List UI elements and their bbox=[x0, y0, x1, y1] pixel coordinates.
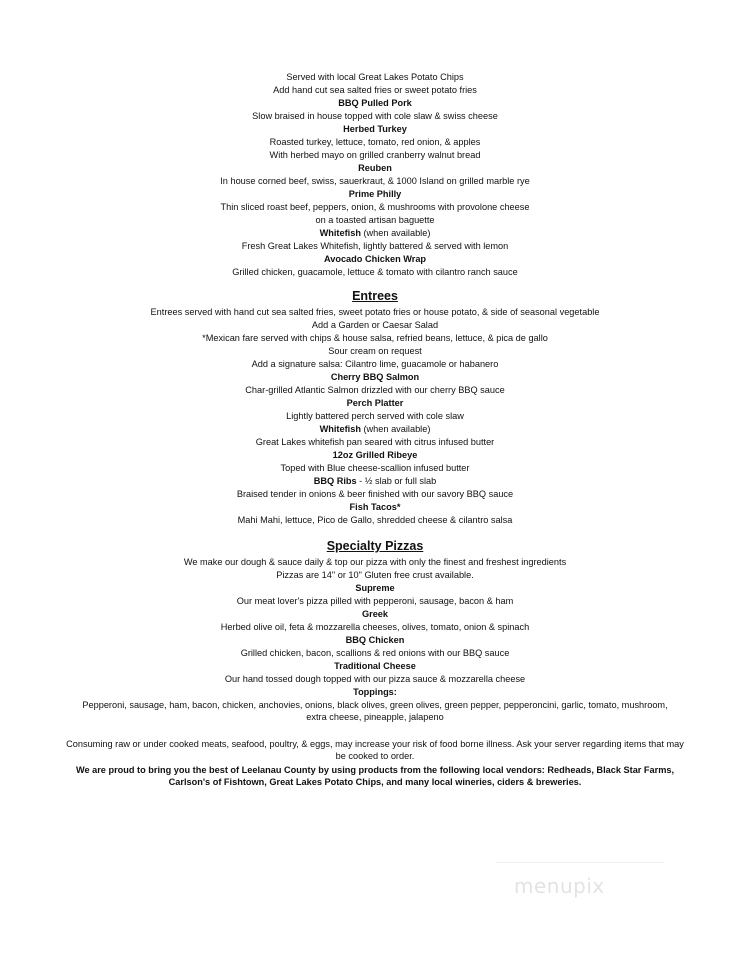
item-desc: Braised tender in onions & beer finished with our savory BBQ sauce bbox=[236, 489, 514, 499]
item-desc: Our hand tossed dough topped with our pizza sauce & mozzarella cheese bbox=[224, 674, 526, 684]
item-desc: Grilled chicken, guacamole, lettuce & tomato with cilantro ranch sauce bbox=[232, 267, 518, 277]
item-desc: With herbed mayo on grilled cranberry walnut bread bbox=[269, 150, 481, 160]
menupix-watermark: menupix bbox=[514, 874, 605, 898]
item-desc: on a toasted artisan baguette bbox=[315, 215, 435, 225]
item-desc: Our meat lover's pizza pilled with pepperoni, sausage, bacon & ham bbox=[236, 596, 514, 606]
item-name: Whitefish bbox=[319, 228, 361, 238]
item-note: (when available) bbox=[360, 424, 431, 434]
item-bbq-pulled-pork: BBQ Pulled Pork bbox=[338, 98, 412, 108]
toppings-list: Pepperoni, sausage, ham, bacon, chicken, anchovies, onions, black olives, green olives, green pepper, pepperoncini, garlic, tomato, mushroom, extra cheese, pineapple, jalapeno bbox=[82, 700, 668, 722]
local-vendors-note: We are proud to bring you the best of Leelanau County by using products from the following local vendors: Redheads, Black Star Farms, Carlson's of Fishtown, Great Lakes Potato Chips, and many local wineries, ciders & breweries. bbox=[75, 765, 675, 787]
item-bbq-chicken: BBQ Chicken bbox=[345, 635, 405, 645]
item-cherry-bbq-salmon: Cherry BBQ Salmon bbox=[330, 372, 420, 382]
entrees-intro-1: Entrees served with hand cut sea salted fries, sweet potato fries or house potato, & side of seasonal vegetable bbox=[150, 307, 600, 317]
watermark-divider bbox=[496, 862, 664, 863]
item-grilled-ribeye: 12oz Grilled Ribeye bbox=[332, 450, 418, 460]
section-title-entrees: Entrees bbox=[352, 289, 398, 303]
entrees-intro-2: Add a Garden or Caesar Salad bbox=[311, 320, 439, 330]
item-prime-philly: Prime Philly bbox=[348, 189, 402, 199]
item-name: Whitefish bbox=[319, 424, 361, 434]
item-supreme: Supreme bbox=[355, 583, 395, 593]
item-greek: Greek bbox=[361, 609, 389, 619]
item-desc: Slow braised in house topped with cole slaw & swiss cheese bbox=[252, 111, 498, 121]
item-desc: Mahi Mahi, lettuce, Pico de Gallo, shredded cheese & cilantro salsa bbox=[237, 515, 513, 525]
pizzas-intro-2: Pizzas are 14" or 10" Gluten free crust available. bbox=[276, 570, 474, 580]
entrees-intro-3: *Mexican fare served with chips & house salsa, refried beans, lettuce, & pica de gallo bbox=[202, 333, 548, 343]
item-note: - ½ slab or full slab bbox=[356, 476, 437, 486]
section-title-pizzas: Specialty Pizzas bbox=[326, 539, 424, 553]
entrees-intro-4: Sour cream on request bbox=[328, 346, 422, 356]
item-desc: Thin sliced roast beef, peppers, onion, & mushrooms with provolone cheese bbox=[220, 202, 530, 212]
item-desc: Toped with Blue cheese-scallion infused butter bbox=[280, 463, 470, 473]
item-whitefish-sandwich bbox=[40, 227, 710, 239]
item-whitefish-entree bbox=[40, 423, 710, 435]
item-desc: In house corned beef, swiss, sauerkraut, & 1000 Island on grilled marble rye bbox=[220, 176, 530, 186]
item-herbed-turkey: Herbed Turkey bbox=[343, 124, 407, 134]
item-desc: Char-grilled Atlantic Salmon drizzled with our cherry BBQ sauce bbox=[245, 385, 505, 395]
item-reuben: Reuben bbox=[358, 163, 392, 173]
item-desc: Great Lakes whitefish pan seared with citrus infused butter bbox=[255, 437, 495, 447]
item-desc: Herbed olive oil, feta & mozzarella cheeses, olives, tomato, onion & spinach bbox=[220, 622, 530, 632]
item-desc: Roasted turkey, lettuce, tomato, red onion, & apples bbox=[269, 137, 481, 147]
item-desc: Grilled chicken, bacon, scallions & red onions with our BBQ sauce bbox=[240, 648, 510, 658]
pizzas-intro-1: We make our dough & sauce daily & top our pizza with only the finest and freshest ingredients bbox=[183, 557, 567, 567]
item-note: (when available) bbox=[360, 228, 431, 238]
item-fish-tacos: Fish Tacos* bbox=[349, 502, 401, 512]
item-desc: Lightly battered perch served with cole slaw bbox=[286, 411, 464, 421]
item-avocado-chicken-wrap: Avocado Chicken Wrap bbox=[323, 254, 427, 264]
sandwich-intro-1: Served with local Great Lakes Potato Chips bbox=[286, 72, 464, 82]
sandwich-intro-2: Add hand cut sea salted fries or sweet potato fries bbox=[273, 85, 477, 95]
item-name: BBQ Ribs bbox=[313, 476, 357, 486]
item-traditional-cheese: Traditional Cheese bbox=[334, 661, 416, 671]
food-safety-warning: Consuming raw or under cooked meats, seafood, poultry, & eggs, may increase your risk of food borne illness. Ask your server regarding items that may be cooked to order. bbox=[66, 739, 684, 761]
item-bbq-ribs bbox=[40, 475, 710, 487]
entrees-intro-5: Add a signature salsa: Cilantro lime, guacamole or habanero bbox=[251, 359, 499, 369]
item-perch-platter: Perch Platter bbox=[346, 398, 404, 408]
item-desc: Fresh Great Lakes Whitefish, lightly battered & served with lemon bbox=[241, 241, 509, 251]
toppings-label: Toppings: bbox=[353, 687, 397, 697]
